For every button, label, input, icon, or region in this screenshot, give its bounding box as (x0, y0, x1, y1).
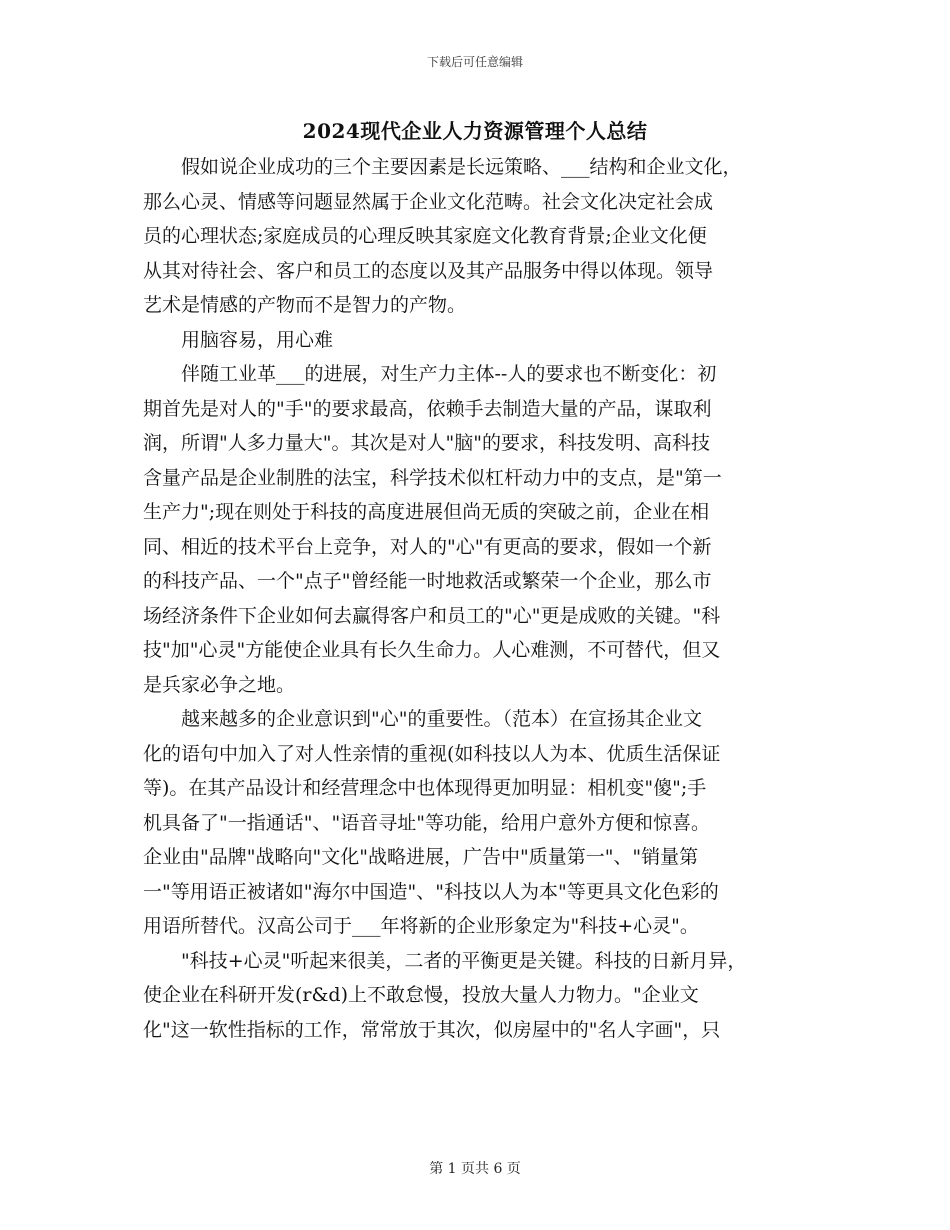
body-text-line: "科技+心灵"听起来很美，二者的平衡更是关键。科技的日新月异， (143, 949, 747, 972)
body-text-line: 润，所谓"人多力量大"。其次是对人"脑"的要求，科技发明、高科技 (143, 432, 710, 454)
body-text-line: 伴随工业革___的进展，对生产力主体--人的要求也不断变化：初 (143, 363, 717, 385)
document-body (143, 150, 823, 1047)
body-text-line: 艺术是情感的产物而不是智力的产物。 (143, 294, 467, 316)
body-text-line: 生产力";现在则处于科技的高度进展但尚无质的突破之前，企业在相 (143, 501, 710, 523)
body-text-line: 越来越多的企业意识到"心"的重要性。（范本）在宣扬其企业文 (143, 708, 702, 730)
body-text-line: 化的语句中加入了对人性亲情的重视(如科技以人为本、优质生活保证 (143, 742, 721, 765)
body-text-line: 技"加"心灵"方能使企业具有长久生命力。人心难测，不可替代，但又 (143, 639, 721, 661)
body-text-line: 那么心灵、情感等问题显然属于企业文化范畴。社会文化决定社会成 (143, 190, 714, 213)
page-footer: 第 1 页共 6 页 (429, 1161, 521, 1177)
body-text-line: 用语所替代。汉高公司于___年将新的企业形象定为"科技+心灵"。 (143, 915, 699, 937)
body-text-line: 含量产品是企业制胜的法宝，科学技术似杠杆动力中的支点，是"第一 (143, 466, 722, 489)
header-note: 下载后可任意编辑 (426, 55, 523, 69)
body-text-line: 企业由"品牌"战略向"文化"战略进展，广告中"质量第一"、"销量第 (143, 846, 699, 868)
body-text-line: 一"等用语正被诸如"海尔中国造"、"科技以人为本"等更具文化色彩的 (143, 880, 719, 903)
body-text-line: 是兵家必争之地。 (143, 673, 296, 696)
body-text-line: 机具备了"一指通话"、"语音寻址"等功能，给用户意外方便和惊喜。 (143, 811, 710, 834)
body-text-line: 假如说企业成功的三个主要因素是长远策略、___结构和企业文化， (143, 156, 742, 178)
body-text-line: 从其对待社会、客户和员工的态度以及其产品服务中得以体现。领导 (143, 259, 714, 282)
body-text-line: 场经济条件下企业如何去赢得客户和员工的"心"更是成败的关键。"科 (143, 604, 721, 627)
body-text-line: 用脑容易，用心难 (143, 328, 334, 351)
body-text-line: 员的心理状态;家庭成员的心理反映其家庭文化教育背景;企业文化便 (143, 225, 707, 247)
body-text-line: 期首先是对人的"手"的要求最高，依赖手去制造大量的产品，谋取利 (143, 397, 712, 420)
body-text-line: 使企业在科研开发(r&d)上不敢怠慢，投放大量人力物力。"企业文 (143, 984, 699, 1006)
body-text-line: 化"这一软性指标的工作，常常放于其次，似房屋中的"名人字画"，只 (143, 1018, 721, 1041)
body-text-line: 等)。在其产品设计和经营理念中也体现得更加明显：相机变"傻";手 (143, 777, 707, 799)
body-text-line: 同、相近的技术平台上竞争，对人的"心"有更高的要求，假如一个新 (143, 535, 712, 558)
body-text-line: 的科技产品、一个"点子"曾经能一时地救活或繁荣一个企业，那么市 (143, 570, 712, 592)
document-title: 2024现代企业人力资源管理个人总结 (302, 119, 648, 143)
